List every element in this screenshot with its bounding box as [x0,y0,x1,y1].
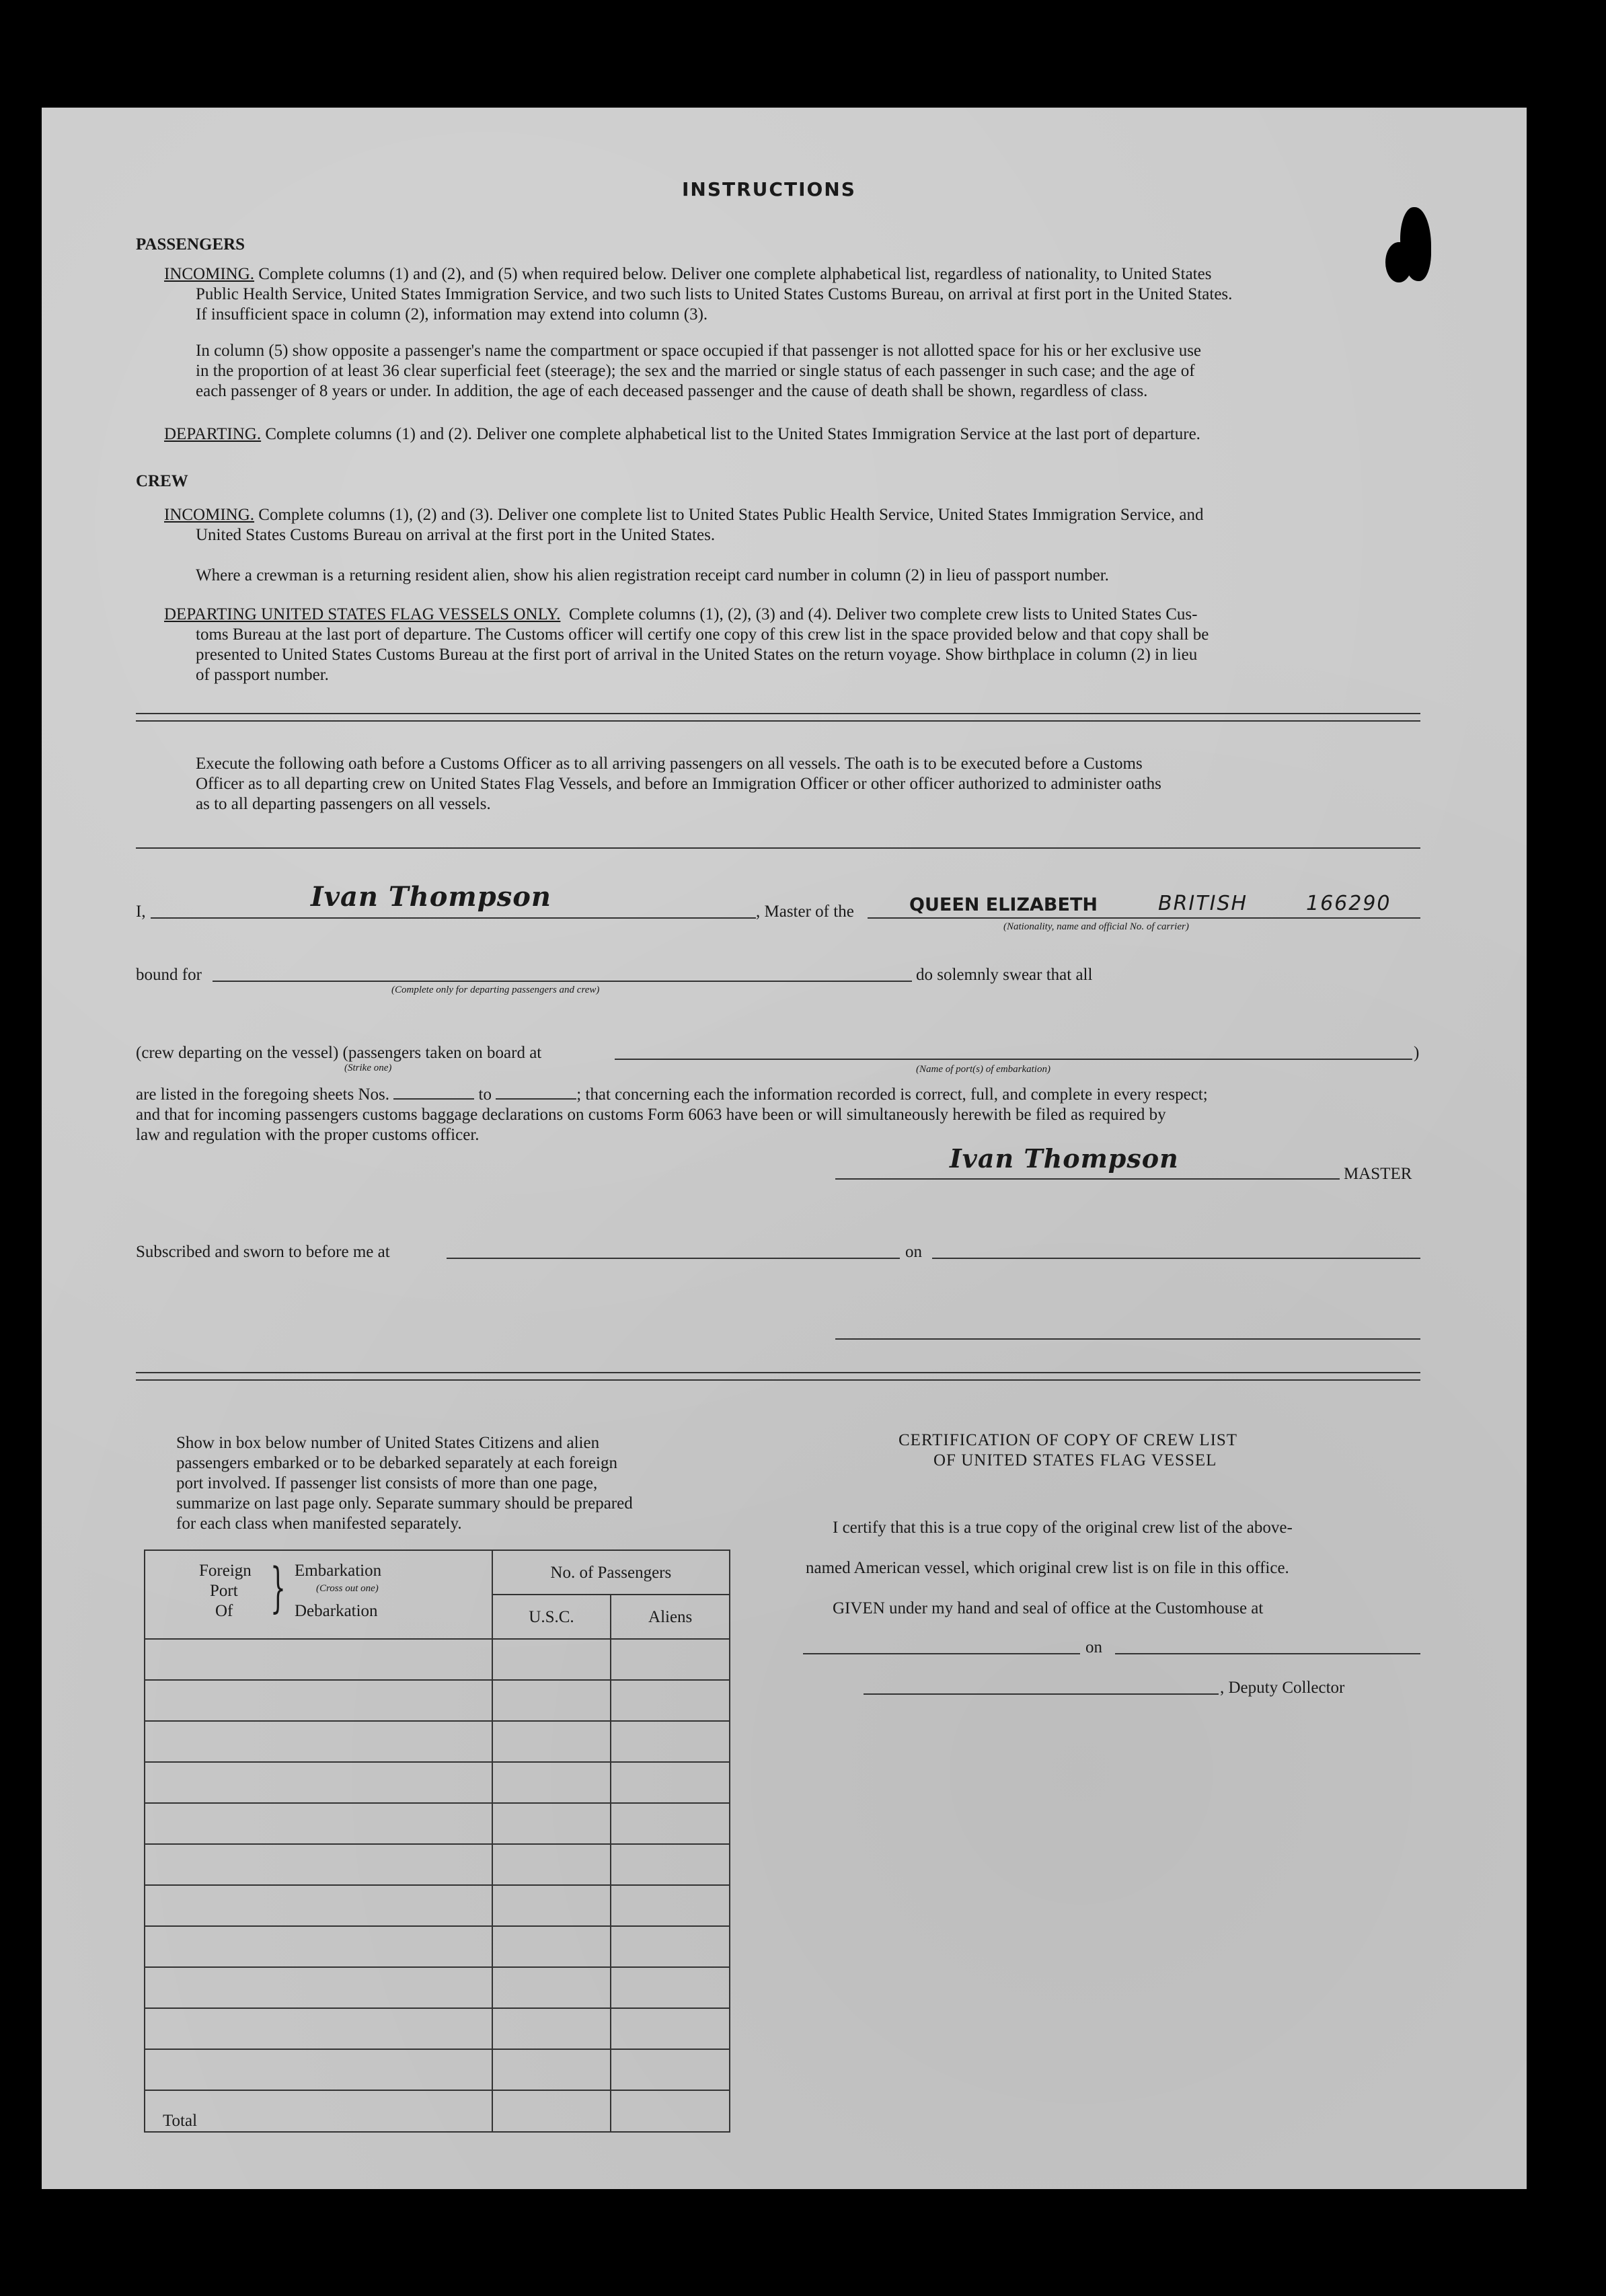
crew-departing-line-2: toms Bureau at the last port of departure. The Customs officer will certify one copy of this crew list in the space provided below and that copy shall be [196,625,1209,644]
vessel-official-number: 166290 [1306,892,1391,915]
incoming-label: INCOMING. [164,506,255,524]
aliens-cell[interactable] [611,1762,730,1803]
deputy-collector-label: , Deputy Collector [1220,1679,1345,1697]
departing-text: Complete columns (1), (2), (3) and (4). Deliver two complete crew lists to United States Cus- [568,605,1198,623]
summary-line-3: port involved. If passenger list consists of more than one page, [176,1474,598,1492]
master-signature-line[interactable] [835,1178,1340,1180]
summary-line-2: passengers embarked or to be debarked separately at each foreign [176,1454,617,1472]
usc-cell[interactable] [492,1762,611,1803]
passengers-departing [164,424,1200,445]
aliens-cell[interactable] [611,1639,730,1680]
usc-cell[interactable] [492,2049,611,2090]
crew-incoming-line-2: United States Customs Bureau on arrival at the first port in the United States. [196,526,716,544]
listed-line-2: and that for incoming passengers customs baggage declarations on customs Form 6063 have been or will simultaneously herewith be filed as required by [136,1106,1166,1124]
departing-text: Complete columns (1) and (2). Deliver one complete alphabetical list to the United States Immigration Service at the last port of departure. [265,425,1200,443]
usc-cell[interactable] [492,1721,611,1762]
customhouse-field[interactable] [803,1653,1080,1654]
port-cell[interactable] [145,1967,492,2008]
foreign-label: Foreign [199,1562,252,1580]
sheet-to-field[interactable] [496,1098,576,1100]
usc-header: U.S.C. [492,1595,611,1639]
column5-line-2: in the proportion of at least 36 clear superficial feet (steerage); the sex and the married or single status of each passenger in such case; and the age of [196,362,1195,380]
table-row [145,1721,730,1762]
crew-heading: CREW [136,472,188,490]
usc-cell[interactable] [492,1844,611,1885]
port-cell[interactable] [145,1762,492,1803]
total-label: Total [145,2090,492,2132]
sheet-from-field[interactable] [393,1098,474,1100]
certification-title-1: CERTIFICATION OF COPY OF CREW LIST [898,1431,1238,1449]
usc-cell[interactable] [492,1926,611,1967]
aliens-cell[interactable] [611,1926,730,1967]
oath-intro-line-3: as to all departing passengers on all vessels. [196,795,491,813]
crew-resident-text: Where a crewman is a returning resident alien, show his alien registration receipt card number in column (2) in lieu of passport number. [196,566,1109,584]
port-cell[interactable] [145,1926,492,1967]
divider [136,847,1420,849]
port-header-cell [145,1550,492,1639]
port-cell[interactable] [145,2008,492,2049]
embarkation-ports-field[interactable] [615,1059,1412,1060]
embarkation-label: Embarkation [295,1562,382,1580]
usc-cell[interactable] [492,1803,611,1844]
port-cell[interactable] [145,1844,492,1885]
close-paren: ) [1414,1044,1420,1062]
ink-blot [1385,242,1412,282]
table-row [145,1967,730,2008]
carrier-field[interactable] [868,917,1420,919]
usc-cell[interactable] [492,1639,611,1680]
subscribed-label: Subscribed and sworn to before me at [136,1243,390,1261]
usc-cell[interactable] [492,1680,611,1721]
certification-on-label: on [1085,1638,1102,1656]
port-cell[interactable] [145,1721,492,1762]
ports-caption: (Name of port(s) of embarkation) [916,1064,1050,1075]
crew-departing-line-1 [164,604,1197,625]
table-row [145,1680,730,1721]
summary-line-1: Show in box below number of United States Citizens and alien [176,1434,600,1452]
incoming-text: Complete columns (1) and (2), and (5) when required below. Deliver one complete alphabetical list, regardless of nationality, to United States [258,265,1212,283]
subscribed-on-label: on [905,1243,922,1261]
certification-line-2: named American vessel, which original crew list is on file in this office. [806,1559,1289,1577]
of-label: Of [215,1602,233,1620]
incoming-label: INCOMING. [164,265,255,283]
master-name-field[interactable] [151,917,756,919]
deputy-collector-field[interactable] [864,1693,1219,1695]
total-row [145,2090,730,2132]
master-of-label: , Master of the [756,903,854,921]
crew-passengers-label: (crew departing on the vessel) (passengers taken on board at [136,1044,542,1062]
vessel-nationality: BRITISH [1158,892,1248,915]
oath-intro-line-1: Execute the following oath before a Customs Officer as to all arriving passengers on all vessels. The oath is to be executed before a Customs [196,755,1143,773]
master-name-signature: Ivan Thompson [311,881,551,913]
brace-icon: } [270,1556,286,1619]
swear-label: do solemnly swear that all [916,966,1093,984]
strike-caption: (Strike one) [344,1063,392,1073]
port-cell[interactable] [145,1885,492,1926]
subscribed-date-field[interactable] [932,1258,1420,1259]
port-cell[interactable] [145,1639,492,1680]
table-row [145,1926,730,1967]
bound-for-field[interactable] [213,981,912,982]
usc-cell[interactable] [492,1967,611,2008]
aliens-header: Aliens [611,1595,730,1639]
departing-label: DEPARTING. [164,425,262,443]
divider [136,1372,1420,1381]
usc-cell[interactable] [492,2008,611,2049]
departing-label: DEPARTING UNITED STATES FLAG VESSELS ONLY. [164,605,561,623]
summary-line-5: for each class when manifested separately. [176,1515,462,1533]
aliens-cell[interactable] [611,1967,730,2008]
i-label: I, [136,903,146,921]
table-row [145,1885,730,1926]
usc-cell[interactable] [492,1885,611,1926]
summary-line-4: summarize on last page only. Separate summary should be prepared [176,1494,633,1513]
carrier-caption: (Nationality, name and official No. of carrier) [1003,921,1189,932]
aliens-cell[interactable] [611,2049,730,2090]
column5-line-3: each passenger of 8 years or under. In addition, the age of each deceased passenger and the cause of death shall be shown, regardless of class. [196,382,1148,400]
aliens-cell[interactable] [611,2008,730,2049]
table-row [145,1762,730,1803]
table-row [145,1639,730,1680]
crew-list-reverse-page [42,108,1527,2189]
aliens-cell[interactable] [611,1885,730,1926]
passengers-incoming-line-3: If insufficient space in column (2), information may extend into column (3). [196,305,708,323]
crew-departing-line-4: of passport number. [196,666,329,684]
usc-total-cell[interactable] [492,2090,611,2132]
certification-line-3: GIVEN under my hand and seal of office at the Customhouse at [833,1599,1264,1617]
port-cell[interactable] [145,2049,492,2090]
debarkation-label: Debarkation [295,1602,378,1620]
aliens-cell[interactable] [611,1680,730,1721]
crew-incoming-line-1 [164,504,1204,525]
aliens-total-cell[interactable] [611,2090,730,2132]
passengers-heading: PASSENGERS [136,235,245,254]
port-cell[interactable] [145,1803,492,1844]
subscribed-place-field[interactable] [447,1258,900,1259]
aliens-cell[interactable] [611,1721,730,1762]
bound-for-caption: (Complete only for departing passengers and crew) [391,985,600,995]
port-cell[interactable] [145,1680,492,1721]
incoming-text: Complete columns (1), (2) and (3). Deliver one complete list to United States Public Health Service, United States Immigration Service, and [258,506,1204,524]
listed-text-a: are listed in the foregoing sheets Nos. [136,1085,389,1104]
page-title: INSTRUCTIONS [682,178,856,200]
listed-to: to [478,1085,492,1104]
certification-date-field[interactable] [1115,1653,1420,1654]
vessel-name: QUEEN ELIZABETH [909,894,1098,915]
table-row [145,1844,730,1885]
oath-intro-line-2: Officer as to all departing crew on United States Flag Vessels, and before an Immigration Officer or other officer authorized to administer oaths [196,775,1161,793]
bound-for-label: bound for [136,966,202,984]
aliens-cell[interactable] [611,1844,730,1885]
aliens-cell[interactable] [611,1803,730,1844]
table-row [145,2008,730,2049]
no-of-passengers-header: No. of Passengers [492,1550,730,1595]
officer-signature-line[interactable] [835,1338,1420,1340]
passengers-incoming-line-2: Public Health Service, United States Immigration Service, and two such lists to United States Customs Bureau, on arrival at first port in the United States. [196,285,1233,303]
table-row [145,2049,730,2090]
listed-line-1 [136,1084,1208,1105]
column5-line-1: In column (5) show opposite a passenger's name the compartment or space occupied if that passenger is not allotted space for his or her exclusive use [196,342,1202,360]
passenger-summary-table [144,1549,730,2133]
certification-title-2: OF UNITED STATES FLAG VESSEL [933,1451,1217,1469]
table-row [145,1803,730,1844]
port-label: Port [210,1582,238,1600]
passengers-incoming-line-1 [164,264,1211,284]
divider [136,713,1420,722]
listed-text-b: ; that concerning each the information recorded is correct, full, and complete in every respect; [576,1085,1208,1104]
cross-out-caption: (Cross out one) [316,1583,379,1594]
crew-departing-line-3: presented to United States Customs Bureau at the first port of arrival in the United States on the return voyage. Show birthplace in column (2) in lieu [196,646,1198,664]
master-label: MASTER [1344,1165,1412,1183]
master-signature: Ivan Thompson [950,1143,1179,1174]
certification-line-1: I certify that this is a true copy of the original crew list of the above- [833,1519,1293,1537]
listed-line-3: law and regulation with the proper customs officer. [136,1126,480,1144]
